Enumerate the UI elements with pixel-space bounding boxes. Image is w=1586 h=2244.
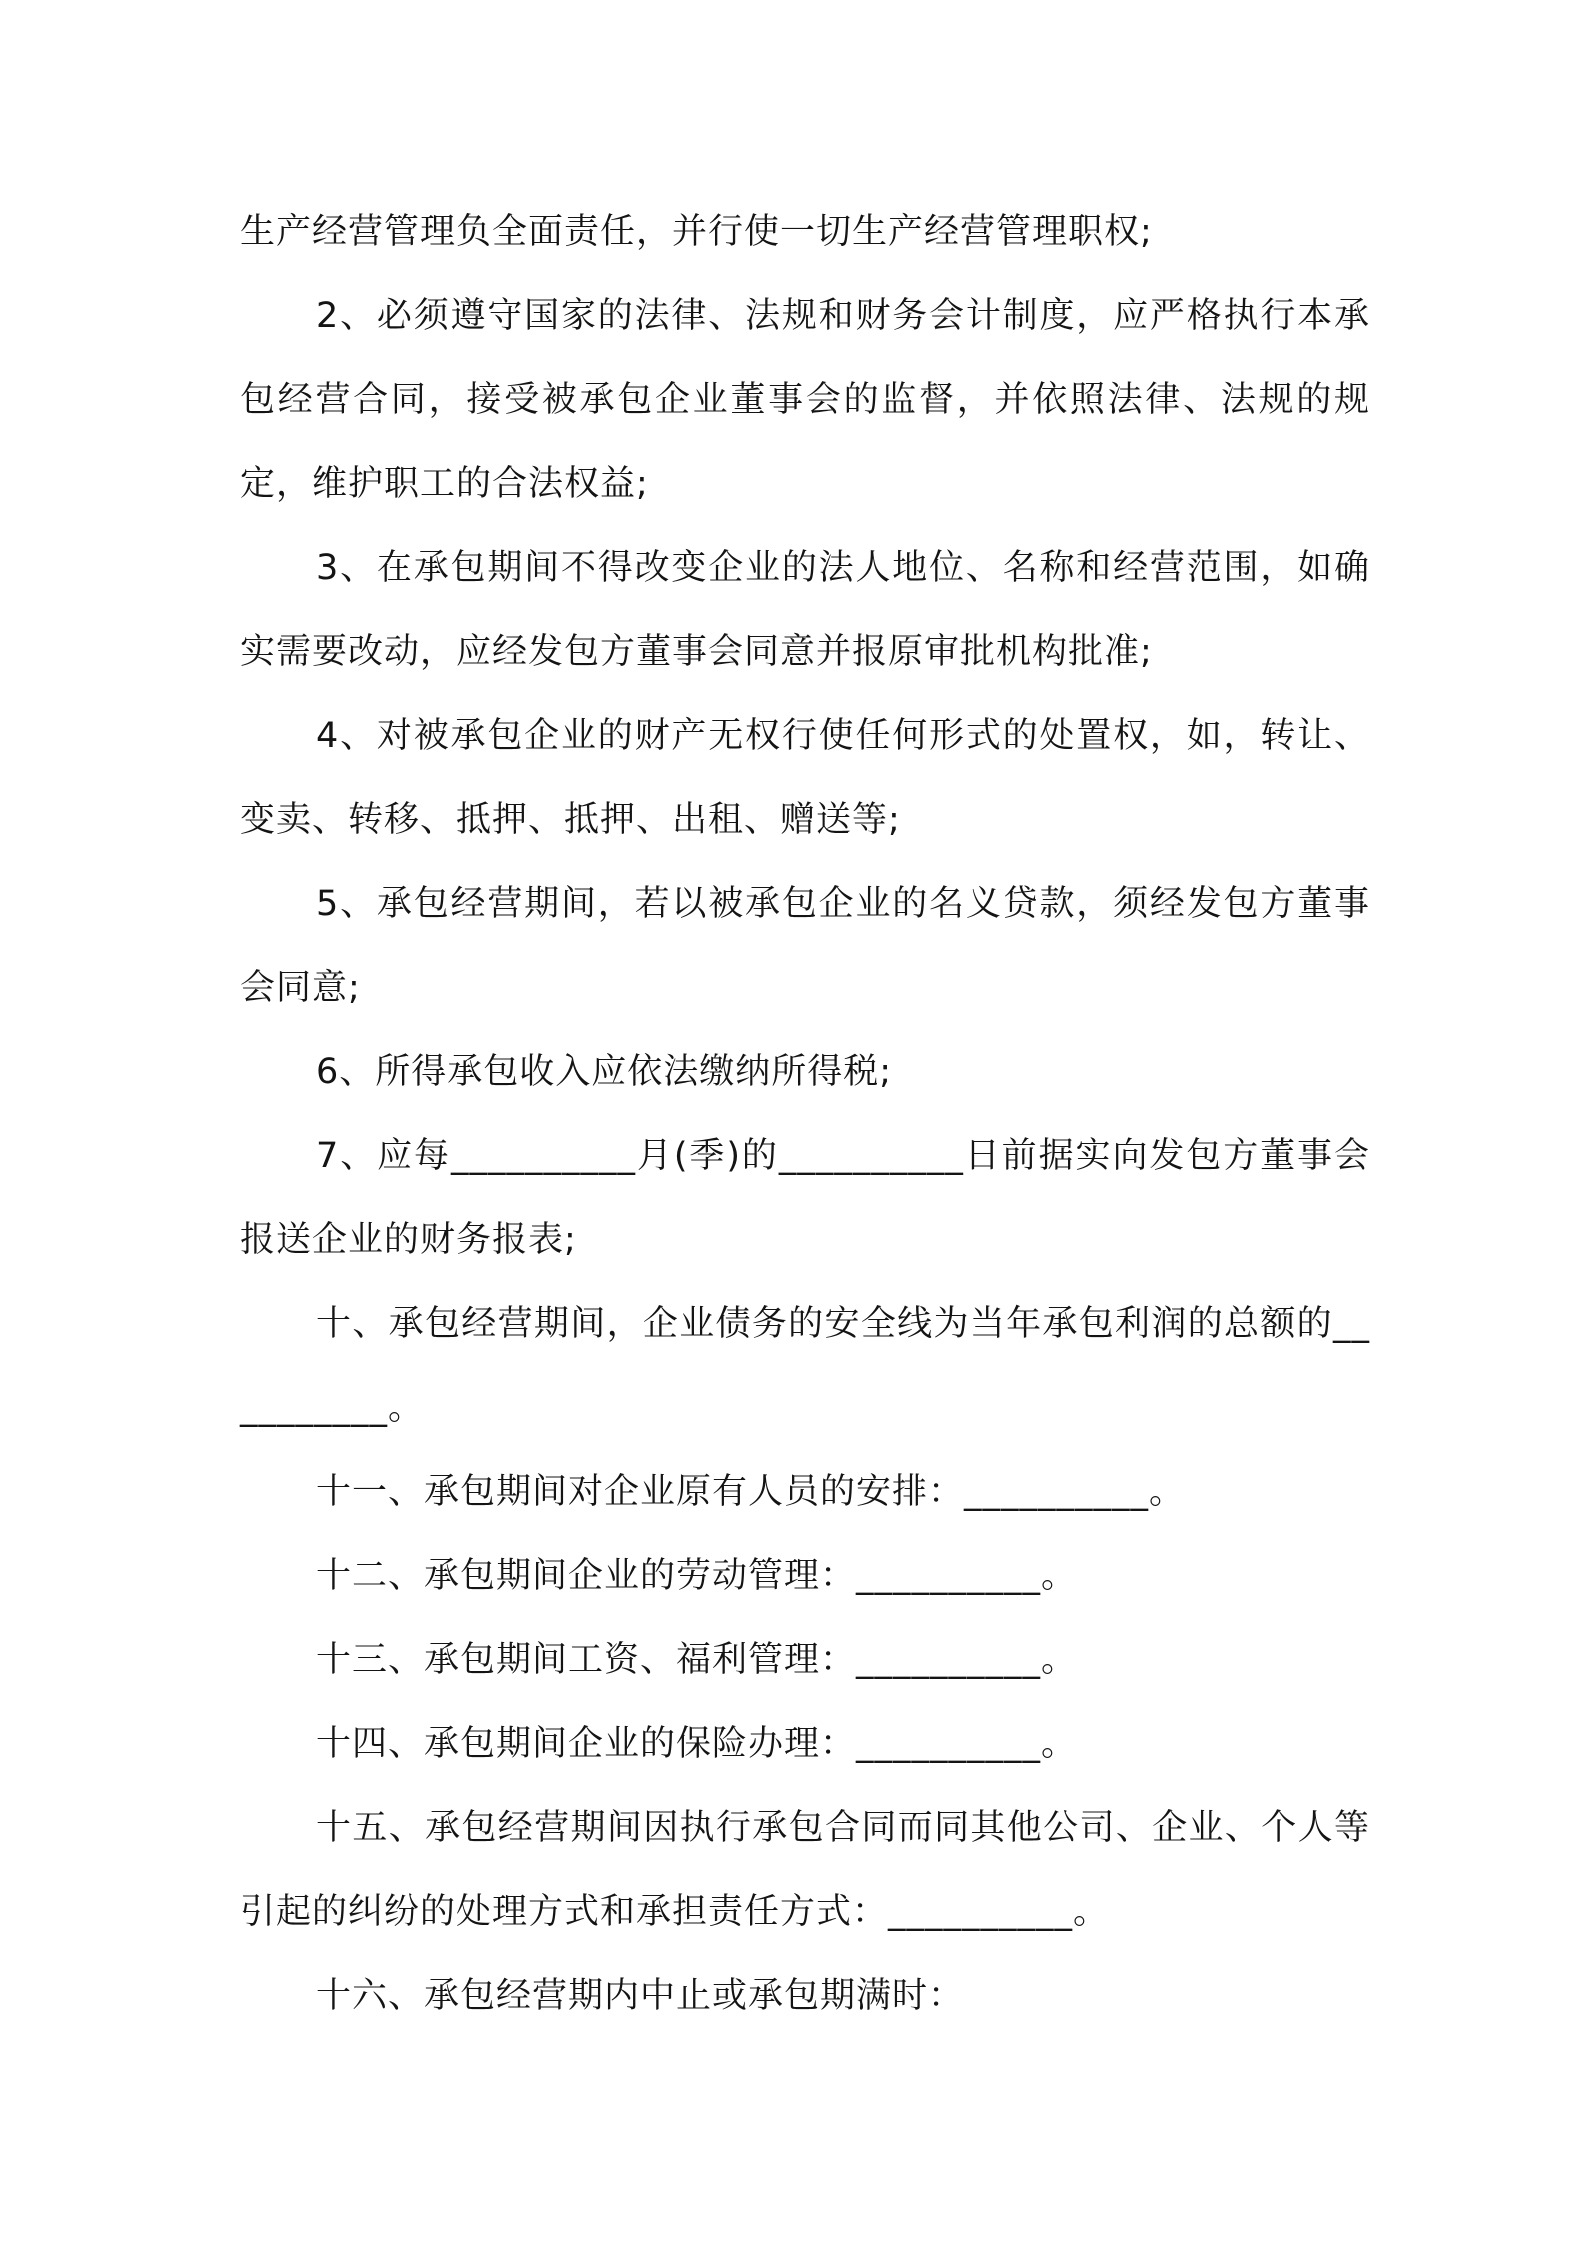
paragraph-7: 7、应每__________月(季)的__________日前据实向发包方董事会报送企业的财务报表; (240, 1136, 1370, 1260)
document-body (240, 190, 1370, 2038)
paragraph-1: 生产经营管理负全面责任，并行使一切生产经营管理职权; (240, 212, 1153, 252)
paragraph-14: 十六、承包经营期内中止或承包期满时： (316, 1976, 965, 2016)
paragraph-2: 2、必须遵守国家的法律、法规和财务会计制度，应严格执行本承包经营合同，接受被承包企业董事会的监督，并依照法律、法规的规定，维护职工的合法权益; (240, 296, 1370, 504)
paragraph-12: 十四、承包期间企业的保险办理：__________。 (316, 1724, 1078, 1764)
paragraph-4: 4、对被承包企业的财产无权行使任何形式的处置权，如，转让、变卖、转移、抵押、抵押、出租、赠送等; (240, 716, 1370, 840)
paragraph-13: 十五、承包经营期间因执行承包合同而同其他公司、企业、个人等引起的纠纷的处理方式和承担责任方式：__________。 (240, 1808, 1370, 1932)
paragraph-10: 十二、承包期间企业的劳动管理：__________。 (316, 1556, 1078, 1596)
paragraph-8: 十、承包经营期间，企业债务的安全线为当年承包利润的总额的__________。 (240, 1304, 1370, 1428)
paragraph-11: 十三、承包期间工资、福利管理：__________。 (316, 1640, 1078, 1680)
paragraph-6: 6、所得承包收入应依法缴纳所得税; (316, 1052, 893, 1092)
paragraph-5: 5、承包经营期间，若以被承包企业的名义贷款，须经发包方董事会同意; (240, 884, 1370, 1008)
paragraph-3: 3、在承包期间不得改变企业的法人地位、名称和经营范围，如确实需要改动，应经发包方董事会同意并报原审批机构批准; (240, 548, 1370, 672)
paragraph-9: 十一、承包期间对企业原有人员的安排：__________。 (316, 1472, 1186, 1512)
